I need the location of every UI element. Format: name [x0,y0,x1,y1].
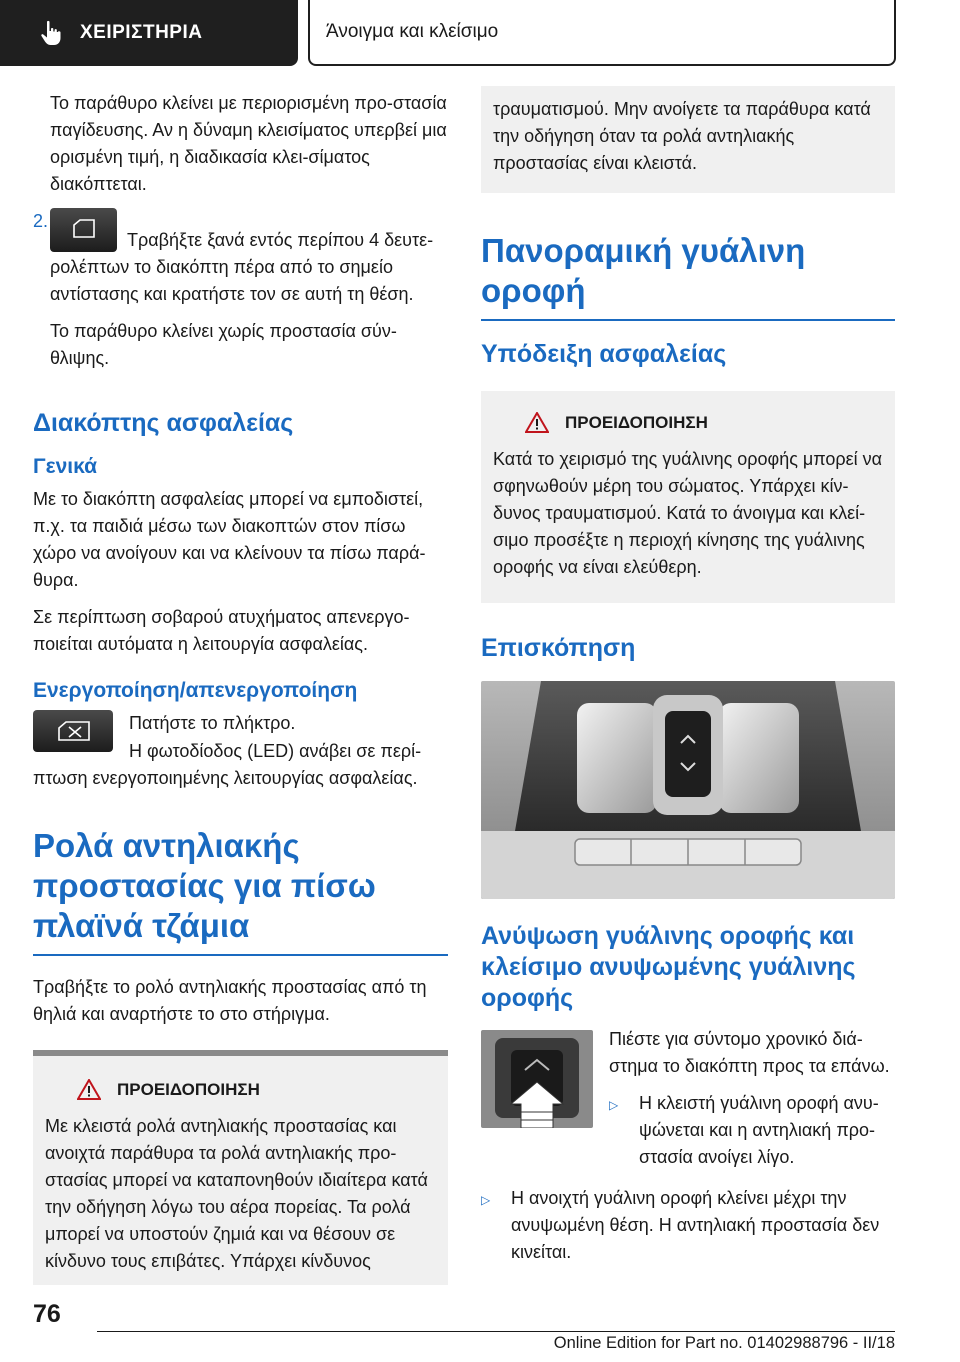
heading-overview: Επισκόπηση [481,634,636,662]
warning-box [481,391,895,603]
page-number: 76 [33,1300,61,1328]
warning-text: Κατά το χειρισμό της γυάλινης οροφής μπορεί να σφηνωθούν μέρη του σώματος. Υπάρχει κίν-δυνος τραυματισμού. Κατά το άνοιγμα και κλεί-σιμο προσέξτε η περιοχή κίνησης της γυάλινης οροφής να είναι ελεύθερη. [493,449,883,577]
warning-title: ΠΡΟΕΙΔΟΠΟΙΗΣΗ [117,1080,260,1099]
raise-block [481,1030,895,1171]
paragraph: Με το διακόπτη ασφαλείας μπορεί να εμποδιστεί, π.χ. τα παιδιά μέσω των διακοπτών στον πίσω χώρο να ανοίγουν και να κλείνουν τα πίσω παρά-θυρα. [33,489,426,590]
toggle-led-text: Η φωτοδίοδος (LED) ανάβει σε περί-πτωση ενεργοποιημένης λειτουργίας ασφαλείας. [33,741,422,788]
heading-general: Γενικά [33,455,98,478]
edition-footer: Online Edition for Part no. 01402988796 - II/18 [553,1334,895,1352]
warning-box [33,1050,448,1285]
step-text: Τραβήξτε ξανά εντός περίπου 4 δευτε-ρολέπτων το διακόπτη πέρα από το σημείο αντίστασης και κρατήστε τον σε αυτή τη θέση. [50,208,448,308]
roof-console-photo [481,681,895,899]
list-item: ▷ Η ανοιχτή γυάλινη οροφή κλείνει μέχρι την ανυψωμένη θέση. Η αντηλιακή προστασία δεν κινείται. [481,1185,895,1266]
window-switch-icon [50,208,117,252]
chapter-title: Άνοιγμα και κλείσιμο [326,21,499,42]
section-tab [0,0,298,66]
section-title: ΧΕΙΡΙΣΤΗΡΙΑ [80,22,203,43]
left-column [33,90,448,1285]
list-item: ▷ Η κλειστή γυάλινη οροφή ανυ-ψώνεται και η αντηλιακή προ-στασία ανοίγει λίγο. [609,1090,895,1171]
heading-raise-roof: Ανύψωση γυάλινης οροφής και κλείσιμο ανυψωμένης γυάλινης οροφής [481,922,856,1012]
warning-title-row [493,409,883,436]
toggle-instruction: Πατήστε το πλήκτρο. [129,713,296,733]
heading-safety-note: Υπόδειξη ασφαλείας [481,340,727,368]
paragraph: Το παράθυρο κλείνει με περιορισμένη προ-στασία παγίδευσης. Αν η δύναμη κλεισίματος υπερβεί μια ορισμένη τιμή, η διαδικασία κλει-σίματος διακόπτεται. [50,93,447,194]
step-number: 2. [33,211,49,231]
chapter-tab [308,0,896,66]
paragraph: Σε περίπτωση σοβαρού ατυχήματος απενεργο-ποιείται αυτόματα η λειτουργία ασφαλείας. [33,607,410,654]
heading-panorama-roof: Πανοραμική γυάλινη οροφή [481,231,895,321]
heading-toggle: Ενεργοποίηση/απενεργοποίηση [33,679,358,702]
page-header [0,0,960,84]
bullet-triangle-icon: ▷ [609,1098,619,1112]
warning-continuation: τραυματισμού. Μην ανοίγετε τα παράθυρα κατά την οδήγηση όταν τα ρολά αντηλιακής προστασίας είναι κλειστά. [481,86,895,193]
warning-triangle-icon [77,1079,101,1100]
footer-divider [97,1331,895,1332]
bullet-triangle-icon: ▷ [481,1193,491,1207]
hand-pointer-icon [40,20,62,46]
heading-safety-switch: Διακόπτης ασφαλείας [33,409,294,437]
warning-triangle-icon [525,412,549,433]
roof-switch-photo [481,1030,593,1128]
heading-rear-blinds: Ρολά αντηλιακής προστασίας για πίσω πλαϊνά τζάμια [33,826,448,956]
warning-text: Με κλειστά ρολά αντηλιακής προστασίας και ανοιχτά παράθυρα τα ρολά αντηλιακής προ-στασίας μπορεί να καταπονηθούν ιδιαίτερα κατά την οδήγηση λόγω του αέρα πορείας. Τα ρολά μπορεί να υποστούν ζημιά και να θέσουν σε κίνδυνο τους επιβάτες. Υπάρχει κίνδυνος [45,1116,428,1271]
step-2 [33,208,448,382]
right-column [481,90,895,1266]
warning-title-row [45,1076,436,1103]
raise-instruction: Πιέστε για σύντομο χρονικό διά-στημα το διακόπτη προς τα επάνω. [609,1029,890,1076]
step-result: Το παράθυρο κλείνει χωρίς προστασία σύν-θλιψης. [50,321,397,368]
warning-title: ΠΡΟΕΙΔΟΠΟΙΗΣΗ [565,413,708,432]
paragraph: Τραβήξτε το ρολό αντηλιακής προστασίας από τη θηλιά και αναρτήστε το στο στήριγμα. [33,977,427,1024]
safety-switch-button-icon [33,710,113,752]
